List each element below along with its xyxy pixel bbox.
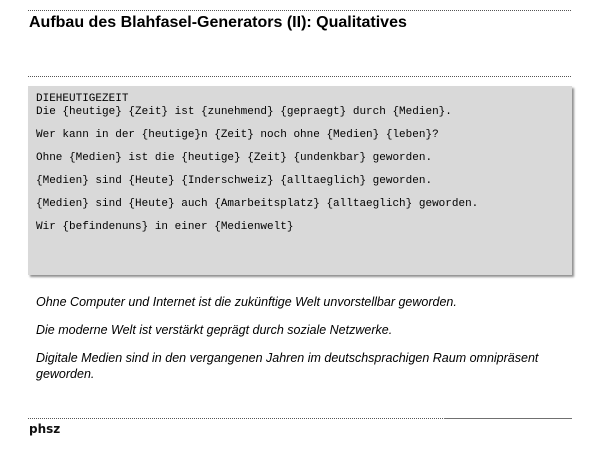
template-code-box	[28, 86, 572, 275]
top-divider	[28, 10, 572, 11]
example-sentence: Ohne Computer und Internet ist die zukünftige Welt unvorstellbar geworden.	[36, 295, 457, 309]
slide-title: Aufbau des Blahfasel-Generators (II): Qualitatives	[29, 14, 407, 31]
code-line: Die {heutige} {Zeit} ist {zunehmend} {gepraegt} durch {Medien}.	[36, 106, 452, 118]
example-sentence: Die moderne Welt ist verstärkt geprägt durch soziale Netzwerke.	[36, 323, 393, 337]
phsz-logo: phsz	[29, 422, 61, 436]
code-heading: DIEHEUTIGEZEIT	[36, 93, 129, 105]
code-line: Wir {befindenuns} in einer {Medienwelt}	[36, 221, 294, 233]
footer-divider	[28, 418, 572, 419]
code-line: Ohne {Medien} ist die {heutige} {Zeit} {undenkbar} geworden.	[36, 152, 433, 164]
code-line: {Medien} sind {Heute} auch {Amarbeitsplatz} {alltaeglich} geworden.	[36, 198, 479, 210]
title-divider	[28, 76, 572, 77]
example-sentence: Digitale Medien sind in den vergangenen Jahren im deutschsprachigen Raum omnipräsent geworden.	[36, 351, 539, 381]
code-line: {Medien} sind {Heute} {Inderschweiz} {alltaeglich} geworden.	[36, 175, 433, 187]
code-line: Wer kann in der {heutige}n {Zeit} noch ohne {Medien} {leben}?	[36, 129, 439, 141]
generated-examples	[36, 294, 566, 394]
